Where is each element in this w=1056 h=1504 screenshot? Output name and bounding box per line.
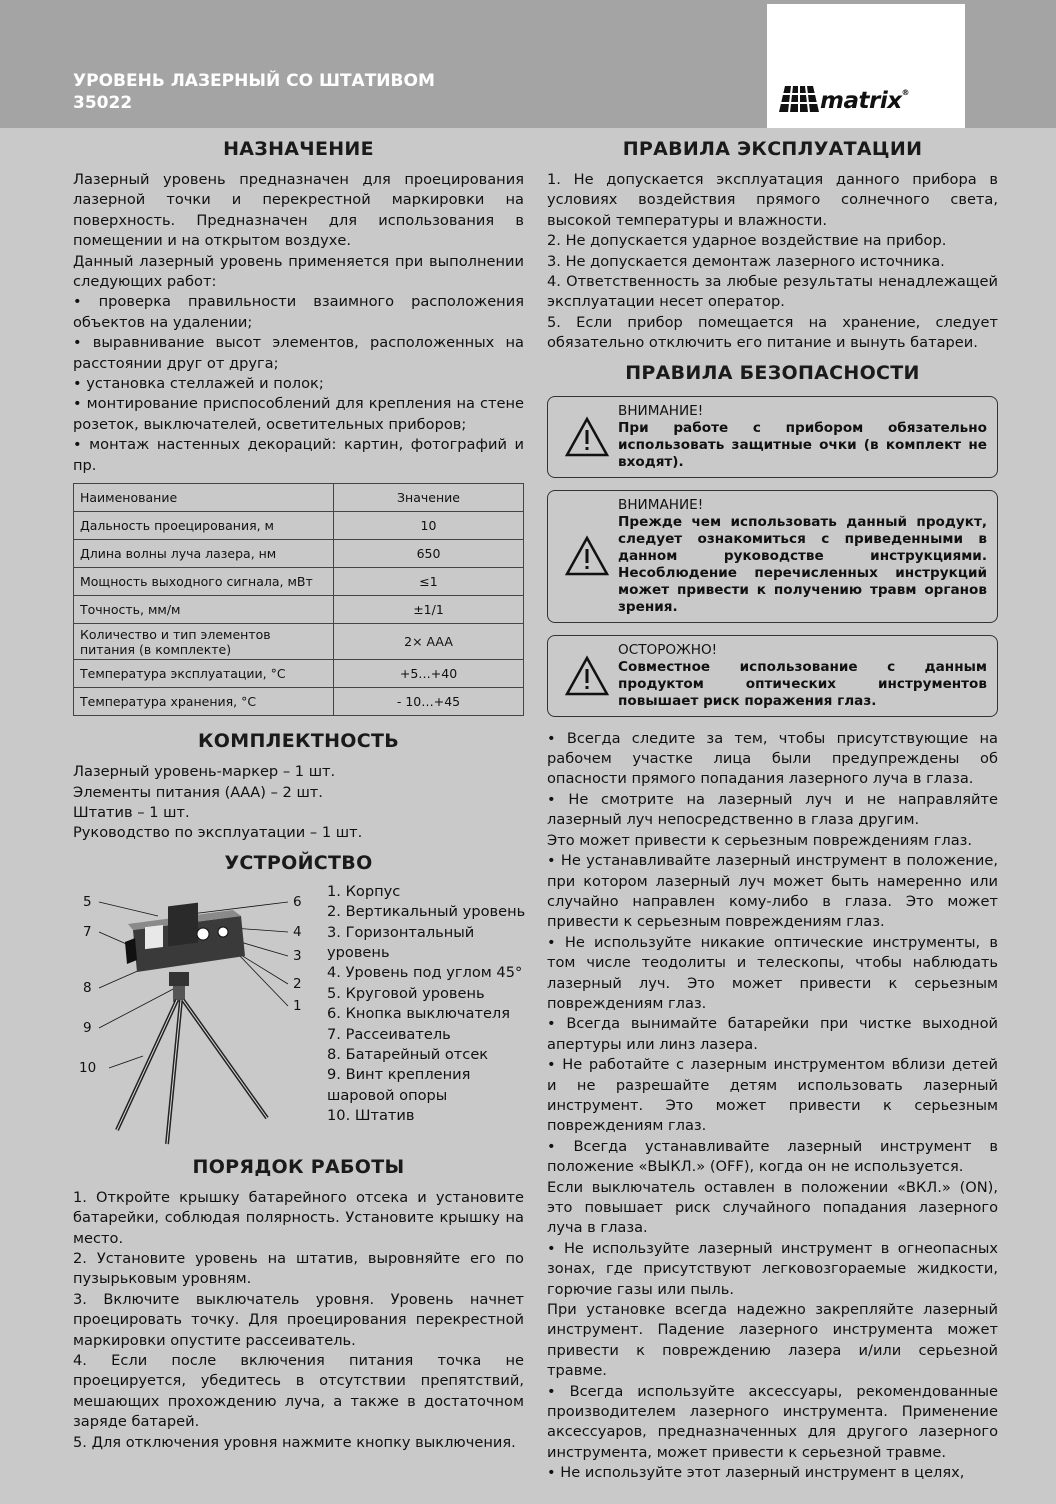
table-row	[74, 688, 524, 716]
table-header-row	[74, 484, 524, 512]
device-heading: УСТРОЙСТВО	[224, 851, 373, 874]
safety-paragraph: • Всегда вынимайте батарейки при чистке выходной апертуры или линз лазера.	[547, 1015, 998, 1053]
specs-table	[73, 483, 524, 716]
spec-name: Длина волны луча лазера, нм	[74, 540, 334, 568]
spec-value: +5…+40	[334, 660, 524, 688]
spec-name: Температура хранения, °С	[74, 688, 334, 716]
list-item: Лазерный уровень-маркер – 1 шт.	[73, 763, 336, 781]
laser-level-tripod-illustration	[73, 882, 323, 1152]
table-row	[74, 624, 524, 660]
spec-name: Точность, мм/м	[74, 596, 334, 624]
list-item: Руководство по эксплуатации – 1 шт.	[73, 824, 363, 842]
warning-box	[547, 490, 998, 623]
safety-heading: ПРАВИЛА БЕЗОПАСНОСТИ	[625, 361, 920, 384]
table-row	[74, 540, 524, 568]
callout-number: 6	[293, 893, 302, 910]
rule-item: 5. Если прибор помещается на хранение, следует обязательно отключить его питание и вынуть батареи.	[547, 313, 998, 352]
spec-name: Дальность проецирования, м	[74, 512, 334, 540]
purpose-bullet: • выравнивание высот элементов, расположенных на расстоянии друг от друга;	[73, 334, 524, 372]
purpose-bullet: • монтирование приспособлений для крепления на стене розеток, выключателей, осветительных приборов;	[73, 395, 524, 433]
warning-text: При работе с прибором обязательно использовать защитные очки (в комплект не входят).	[618, 419, 987, 470]
warning-triangle-icon	[564, 535, 610, 577]
safety-paragraph: Это может привести к серьезным повреждениям глаз.	[547, 831, 973, 849]
warning-triangle-icon	[564, 655, 610, 697]
list-item: 6. Кнопка выключателя	[327, 1005, 511, 1023]
safety-text	[547, 729, 998, 1484]
kit-list	[73, 762, 524, 844]
purpose-paragraph: Данный лазерный уровень применяется при выполнении следующих работ:	[73, 252, 524, 291]
spec-value: ≤1	[334, 568, 524, 596]
spec-value: 10	[334, 512, 524, 540]
kit-heading: КОМПЛЕКТНОСТЬ	[197, 730, 400, 753]
title-line-1: УРОВЕНЬ ЛАЗЕРНЫЙ СО ШТАТИВОМ	[73, 71, 435, 91]
safety-paragraph: • Не используйте этот лазерный инструмент в целях,	[547, 1464, 965, 1482]
safety-paragraph: • Всегда используйте аксессуары, рекомендованные производителем лазерного инструмента. Применение аксессуаров, предназначенных для другого лазерного инструмента, может привести к серьезной травме.	[547, 1382, 998, 1461]
callout-number: 8	[83, 979, 92, 996]
spec-value: ±1/1	[334, 596, 524, 624]
rule-item: 4. Ответственность за любые результаты ненадлежащей эксплуатации несет оператор.	[547, 273, 998, 311]
safety-paragraph: • Всегда устанавливайте лазерный инструмент в положение «ВЫКЛ.» (OFF), когда он не используется.	[547, 1137, 998, 1176]
safety-paragraph: • Не используйте лазерный инструмент в огнеопасных зонах, где присутствуют легковозгораемые жидкости, горючие газы или пыль.	[547, 1239, 998, 1298]
procedure-step: 4. Если после включения питания точка не проецируется, убедитесь в отсутствии препятствий, мешающих прохождению луча, а также в достаточном заряде батарей.	[73, 1351, 524, 1431]
rule-item: 2. Не допускается ударное воздействие на прибор.	[547, 232, 947, 250]
table-row	[74, 596, 524, 624]
table-row	[74, 512, 524, 540]
document-title	[73, 70, 435, 114]
matrix-logo	[767, 4, 965, 128]
warning-triangle-icon	[564, 416, 610, 458]
list-item: Элементы питания (ААА) – 2 шт.	[73, 783, 323, 801]
list-item: 4. Уровень под углом 45°	[327, 964, 523, 982]
callout-number: 4	[293, 923, 302, 940]
callout-number: 9	[83, 1019, 92, 1036]
list-item: 7. Рассеиватель	[327, 1025, 451, 1043]
list-item: 10. Штатив	[327, 1107, 415, 1125]
safety-paragraph: • Не используйте никакие оптические инструменты, в том числе теодолиты и телескопы, чтобы наблюдать лазерный луч. Это может привести к серьезным повреждениям глаз.	[547, 933, 998, 1012]
spec-name: Мощность выходного сигнала, мВт	[74, 568, 334, 596]
spec-name: Количество и тип элементов питания (в комплекте)	[74, 624, 334, 660]
device-parts-list	[327, 882, 527, 1127]
rule-item: 3. Не допускается демонтаж лазерного источника.	[547, 252, 945, 270]
callout-number: 2	[293, 975, 302, 992]
callout-number: 1	[293, 997, 302, 1014]
list-item: 2. Вертикальный уровень	[327, 903, 526, 921]
warning-box	[547, 396, 998, 478]
callout-number: 5	[83, 893, 92, 910]
warning-text: Совместное использование с данным продуктом оптических инструментов повышает риск поражения глаз.	[618, 658, 987, 709]
logo-grid-icon	[779, 84, 819, 114]
safety-paragraph: При установке всегда надежно закрепляйте лазерный инструмент. Падение лазерного инструмента может привести к повреждению лазера и/или серьезной травме.	[547, 1301, 998, 1380]
table-header-cell: Значение	[334, 484, 524, 512]
list-item: 1. Корпус	[327, 882, 401, 900]
rules-heading: ПРАВИЛА ЭКСПЛУАТАЦИИ	[622, 138, 923, 160]
procedure-step: 3. Включите выключатель уровня. Уровень начнет проецировать точку. Для проецирования перекрестной маркировки опустите рассеиватель.	[73, 1290, 524, 1349]
warning-title: ВНИМАНИЕ!	[618, 402, 704, 419]
spec-value: - 10…+45	[334, 688, 524, 716]
table-row	[74, 660, 524, 688]
spec-value: 2× AAA	[334, 624, 524, 660]
rules-text	[547, 170, 998, 354]
title-line-2: 35022	[73, 93, 133, 113]
spec-name: Температура эксплуатации, °С	[74, 660, 334, 688]
spec-value: 650	[334, 540, 524, 568]
callout-number: 3	[293, 947, 302, 964]
procedure-heading: ПОРЯДОК РАБОТЫ	[192, 1155, 405, 1178]
list-item: Штатив – 1 шт.	[73, 803, 190, 821]
safety-paragraph: • Не устанавливайте лазерный инструмент в положение, при котором лазерный луч может быть намеренно или случайно направлен кому-либо в глаза. Это может привести к серьезным повреждениям глаз.	[547, 852, 998, 931]
safety-paragraph: Если выключатель оставлен в положении «ВКЛ.» (ON), это повышает риск случайного попадания лазерного луча в глаза.	[547, 1178, 998, 1237]
purpose-bullet: • проверка правильности взаимного расположения объектов на удалении;	[73, 293, 524, 331]
callout-number: 10	[79, 1059, 97, 1076]
left-column	[73, 128, 524, 1453]
safety-paragraph: • Не смотрите на лазерный луч и не направляйте лазерный луч непосредственно в глаза другим.	[547, 790, 998, 829]
table-header-cell: Наименование	[74, 484, 334, 512]
table-row	[74, 568, 524, 596]
list-item: 5. Круговой уровень	[327, 984, 485, 1002]
warning-text: Прежде чем использовать данный продукт, следует ознакомиться с приведенными в данном руководстве инструкциями. Несоблюдение перечисленных инструкций может привести к получению травм органов зрения.	[618, 513, 987, 615]
procedure-step: 1. Откройте крышку батарейного отсека и установите батарейки, соблюдая полярность. Установите крышку на место.	[73, 1188, 524, 1247]
warning-title: ОСТОРОЖНО!	[618, 641, 718, 658]
purpose-heading: НАЗНАЧЕНИЕ	[223, 138, 374, 160]
callout-number: 7	[83, 923, 92, 940]
safety-paragraph: • Не работайте с лазерным инструментом вблизи детей и не разрешайте детям использовать лазерный инструмент. Это может привести к серьезным повреждениям глаз.	[547, 1056, 998, 1135]
purpose-bullet: • установка стеллажей и полок;	[73, 375, 324, 393]
safety-paragraph: • Всегда следите за тем, чтобы присутствующие на рабочем участке лица были предупреждены об опасности прямого попадания лазерного луча в глаза.	[547, 729, 998, 788]
list-item: 8. Батарейный отсек	[327, 1045, 489, 1063]
procedure-text	[73, 1188, 524, 1453]
list-item: 9. Винт крепления шаровой опоры	[327, 1066, 471, 1104]
procedure-step: 5. Для отключения уровня нажмите кнопку выключения.	[73, 1433, 516, 1451]
list-item: 3. Горизонтальный уровень	[327, 923, 475, 961]
purpose-text	[73, 170, 524, 476]
device-section	[73, 882, 524, 1142]
right-column	[547, 128, 998, 1484]
rule-item: 1. Не допускается эксплуатация данного прибора в условиях воздействия прямого солнечного света, высокой температуры и влажности.	[547, 171, 998, 229]
warning-title: ВНИМАНИЕ!	[618, 496, 704, 513]
procedure-step: 2. Установите уровень на штатив, выровняйте его по пузырьковым уровням.	[73, 1249, 524, 1288]
caution-box	[547, 635, 998, 717]
purpose-bullet: • монтаж настенных декораций: картин, фотографий и пр.	[73, 436, 524, 474]
logo-wordmark: matrix®	[820, 88, 910, 114]
purpose-paragraph: Лазерный уровень предназначен для проецирования лазерной точки и перекрестной маркировки на поверхность. Предназначен для использования в помещении и на открытом воздухе.	[73, 171, 524, 250]
